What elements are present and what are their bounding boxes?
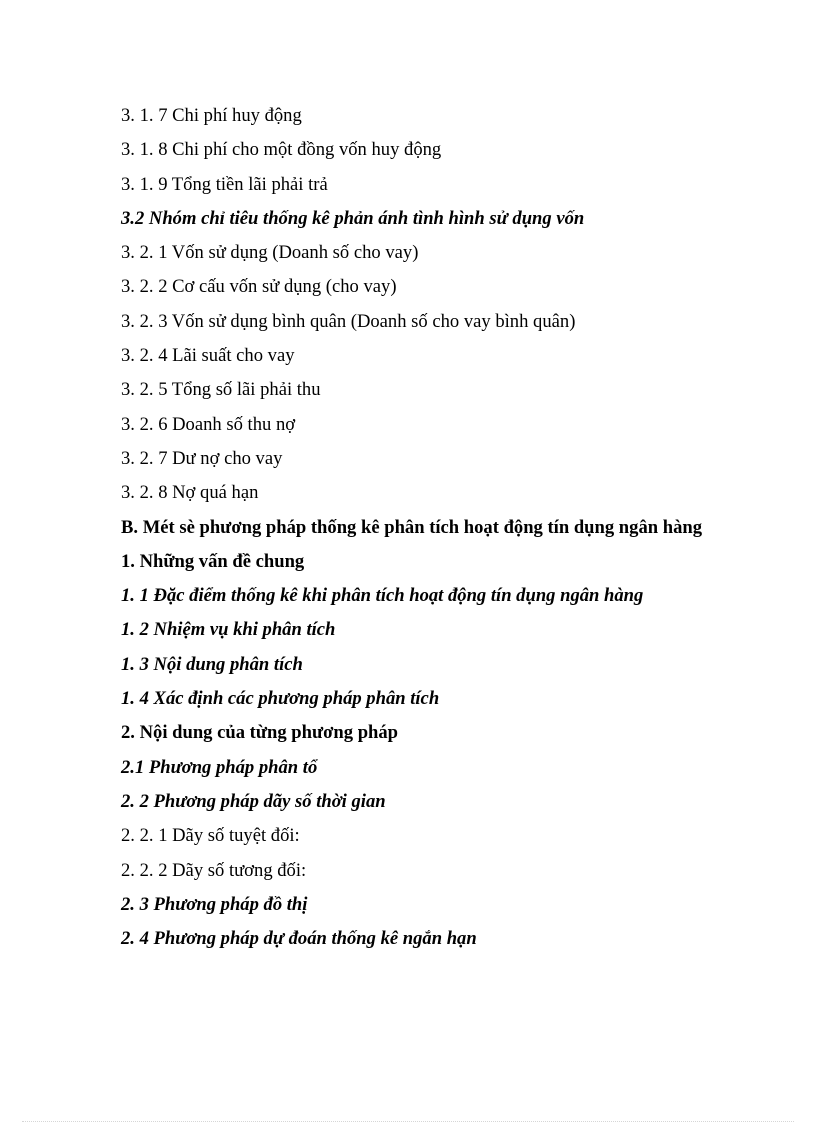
toc-line: 3. 2. 1 Vốn sử dụng (Doanh số cho vay) [121, 242, 419, 264]
toc-heading: 1. 1 Đặc điểm thống kê khi phân tích hoạt động tín dụng ngân hàng [121, 585, 644, 607]
toc-line: 2. 2. 2 Dãy số tương đối: [121, 859, 307, 881]
toc-line: 3. 2. 8 Nợ quá hạn [121, 482, 259, 504]
toc-heading: 2.1 Phương pháp phân tổ [121, 756, 318, 778]
toc-line: 2. 2. 1 Dãy số tuyệt đối: [121, 825, 300, 847]
toc-heading: 1. 2 Nhiệm vụ khi phân tích [121, 619, 336, 641]
toc-section-heading: B. Mét sè phương pháp thống kê phân tích hoạt động tín dụng ngân hàng [121, 516, 703, 538]
page-bottom-rule [22, 1121, 794, 1122]
toc-line: 3. 1. 8 Chi phí cho một đồng vốn huy động [121, 139, 442, 161]
toc-section-heading: 2. Nội dung của từng phương pháp [121, 722, 399, 744]
toc-heading: 1. 4 Xác định các phương pháp phân tích [121, 688, 440, 710]
toc-heading: 1. 3 Nội dung phân tích [121, 653, 303, 675]
table-of-contents [121, 101, 791, 958]
toc-line: 3. 2. 6 Doanh số thu nợ [121, 413, 296, 435]
toc-line: 3. 2. 7 Dư nợ cho vay [121, 447, 283, 469]
toc-heading: 2. 2 Phương pháp dãy số thời gian [121, 790, 386, 812]
toc-line: 3. 1. 7 Chi phí huy động [121, 105, 302, 126]
toc-heading: 2. 3 Phương pháp đồ thị [121, 893, 308, 915]
toc-section-heading: 1. Những vấn đề chung [121, 550, 305, 572]
toc-line: 3. 2. 3 Vốn sử dụng bình quân (Doanh số cho vay bình quân) [121, 310, 576, 332]
toc-heading: 3.2 Nhóm chỉ tiêu thống kê phản ánh tình hình sử dụng vốn [121, 207, 585, 229]
toc-line: 3. 2. 4 Lãi suất cho vay [121, 345, 295, 367]
toc-line: 3. 2. 2 Cơ cấu vốn sử dụng (cho vay) [121, 276, 397, 298]
toc-line: 3. 1. 9 Tổng tiền lãi phải trả [121, 173, 328, 195]
toc-heading: 2. 4 Phương pháp dự đoán thống kê ngắn hạn [121, 928, 477, 950]
toc-line: 3. 2. 5 Tổng số lãi phải thu [121, 379, 321, 401]
